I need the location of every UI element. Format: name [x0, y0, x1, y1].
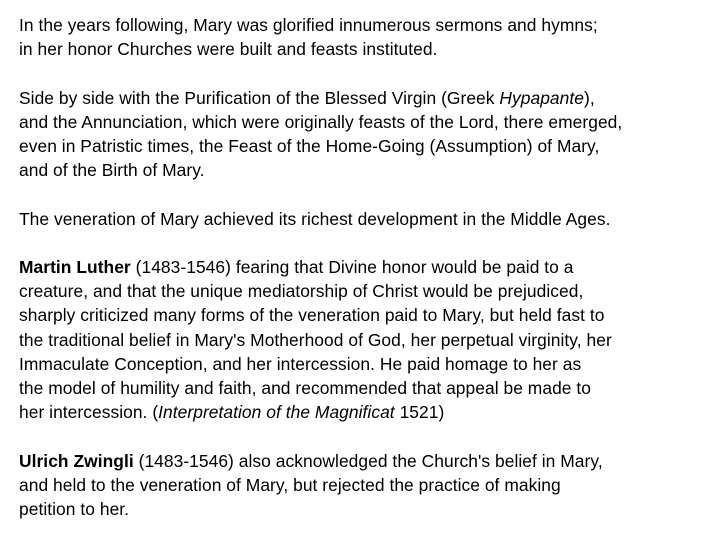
text-line: even in Patristic times, the Feast of the Home-Going (Assumption) of Mary, [19, 136, 600, 156]
text-line: and held to the veneration of Mary, but rejected the practice of making [19, 474, 561, 495]
text-line: and the Annunciation, which were originally feasts of the Lord, there emerged, [19, 111, 623, 132]
paragraph-middle-ages [19, 207, 714, 231]
text-line: Immaculate Conception, and her intercession. He paid homage to her as [19, 353, 582, 374]
text-line: In the years following, Mary was glorified innumerous sermons and hymns; [19, 15, 598, 35]
bold-name-zwingli: Ulrich Zwingli [19, 450, 134, 471]
text-line: sharply criticized many forms of the veneration paid to Mary, but held fast to [19, 305, 605, 326]
text-line: the model of humility and faith, and recommended that appeal be made to [19, 378, 591, 398]
document-page [19, 13, 714, 521]
paragraph-zwingli [19, 449, 714, 522]
text-run: ), [583, 87, 595, 108]
text-line: in her honor Churches were built and feasts instituted. [19, 39, 438, 60]
italic-term-hypapante: Hypapante [499, 87, 584, 108]
text-run: (1483-1546) also acknowledged the Church's belief in Mary, [133, 450, 603, 471]
text-run: Side by side with the Purification of the Blessed Virgin (Greek [19, 87, 500, 108]
text-line: creature, and that the unique mediatorship of Christ would be prejudiced, [19, 281, 584, 302]
text-run: (1483-1546) fearing that Divine honor would be paid to a [130, 256, 574, 277]
text-run: 1521) [394, 402, 445, 423]
text-line: the traditional belief in Mary's Motherhood of God, her perpetual virginity, her [19, 329, 612, 350]
text-line: and of the Birth of Mary. [19, 160, 205, 181]
text-line [19, 449, 714, 473]
text-line [19, 400, 714, 424]
text-line [19, 86, 714, 110]
italic-title-magnificat: Interpretation of the Magnificat [158, 402, 395, 423]
text-line: petition to her. [19, 499, 130, 519]
paragraph-luther [19, 255, 714, 424]
bold-name-luther: Martin Luther [19, 256, 131, 277]
text-line: The veneration of Mary achieved its richest development in the Middle Ages. [19, 208, 611, 229]
paragraph-glorification [19, 13, 714, 61]
text-run: her intercession. ( [19, 402, 159, 423]
paragraph-feasts [19, 86, 714, 183]
text-line [19, 255, 714, 279]
